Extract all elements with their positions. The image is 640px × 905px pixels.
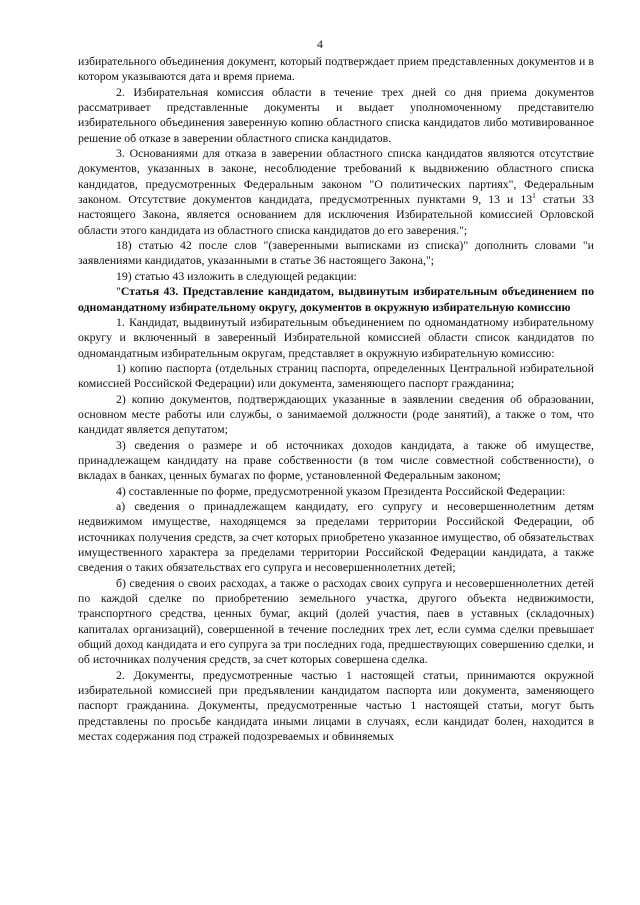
page-number: 4 [317,37,323,51]
paragraph: 19) статью 43 изложить в следующей редакции: [116,268,357,283]
paragraph-text: 3. Основаниями для отказа в заверении областного списка кандидатов являются отсутствие документов, указанных в законе, несоблюдение требований к выдвижению областного списка кандидатов, предусмотренных Федеральным законом "О политических партиях", Федеральным законом. Отсутствие документов кандидата, предусмотренных пунктами 9, 13 и 13 [78,146,594,207]
paragraph: 3) сведения о размере и об источниках доходов кандидата, а также об имуществе, принадлежащем кандидату на праве собственности (в том числе совместной собственности), о вкладах в банках, ценных бумагах по форме, установленной Федеральным законом; [78,437,594,483]
document-body [78,54,594,744]
paragraph-text-continued: статьи 33 настоящего Закона, является основанием для исключения Избирательной комиссией Орловской области этого кандидата из областного списка кандидатов до его заверения."; [78,192,594,237]
paragraph: 2. Избирательная комиссия области в течение трех дней со дня приема документов рассматривает представленные документы и выдает уполномоченному представителю избирательного объединения заверенную копию областного списка кандидатов либо мотивированное решение об отказе в заверении областного списка кандидатов. [78,84,594,145]
paragraph: а) сведения о принадлежащем кандидату, его супругу и несовершеннолетним детям недвижимом имуществе, находящемся за пределами территории Российской Федерации, об источниках получения средств, за счет которых приобретено указанное имущество, об обязательствах имущественного характера за пределами территории Российской Федерации кандидата, а также сведения о таких обязательствах его супруга и несовершеннолетних детей; [78,498,594,575]
paragraph: 1) копию паспорта (отдельных страниц паспорта, определенных Центральной избирательной комиссией Российской Федерации) или документа, заменяющего паспорт гражданина; [78,360,594,391]
article-heading [78,284,594,315]
paragraph: б) сведения о своих расходах, а также о расходах своих супруга и несовершеннолетних детей по каждой сделке по приобретению земельного участка, другого объекта недвижимости, транспортного средства, ценных бумаг, акций (долей участия, паев в уставных (складочных) капиталах организаций), совершенной в течение последних трех лет, если сумма сделки превышает общий доход кандидата и его супруга за три последних года, предшествующих совершению сделки, и об источниках получения средств, за счет которых совершена сделка. [78,575,594,667]
paragraph: 18) статью 42 после слов "(заверенными выписками из списка)" дополнить словами "и заявлениями кандидатов, указанными в статье 36 настоящего Закона,"; [78,238,594,268]
article-title: Статья 43. Представление кандидатом, выдвинутым избирательным объединением по одномандатному избирательному округу, документов в окружную избирательную комиссию [78,284,594,314]
superscript: 1 [532,191,536,201]
paragraph: 4) составленные по форме, предусмотренной указом Президента Российской Федерации: [116,483,566,498]
paragraph: 2) копию документов, подтверждающих указанные в заявлении сведения об образовании, основном месте работы или службы, о занимаемой должности (роде занятий), а также о том, что кандидат является депутатом; [78,391,594,437]
paragraph [78,146,594,238]
opening-quote: " [116,284,121,299]
paragraph: 1. Кандидат, выдвинутый избирательным объединением по одномандатному избирательному округу и включенный в заверенный Избирательной комиссией области список кандидатов по одномандатным избирательным округам, представляет в окружную избирательную комиссию: [78,314,594,360]
paragraph: избирательного объединения документ, который подтверждает прием представленных документов и в котором указываются дата и время приема. [78,54,594,84]
paragraph: 2. Документы, предусмотренные частью 1 настоящей статьи, принимаются окружной избирательной комиссией при предъявлении кандидатом паспорта или документа, заменяющего паспорт гражданина. Документы, предусмотренные частью 1 настоящей статьи, могут быть представлены по просьбе кандидата иными лицами в случаях, если кандидат болен, находится в местах содержания под стражей подозреваемых и обвиняемых [78,667,594,744]
